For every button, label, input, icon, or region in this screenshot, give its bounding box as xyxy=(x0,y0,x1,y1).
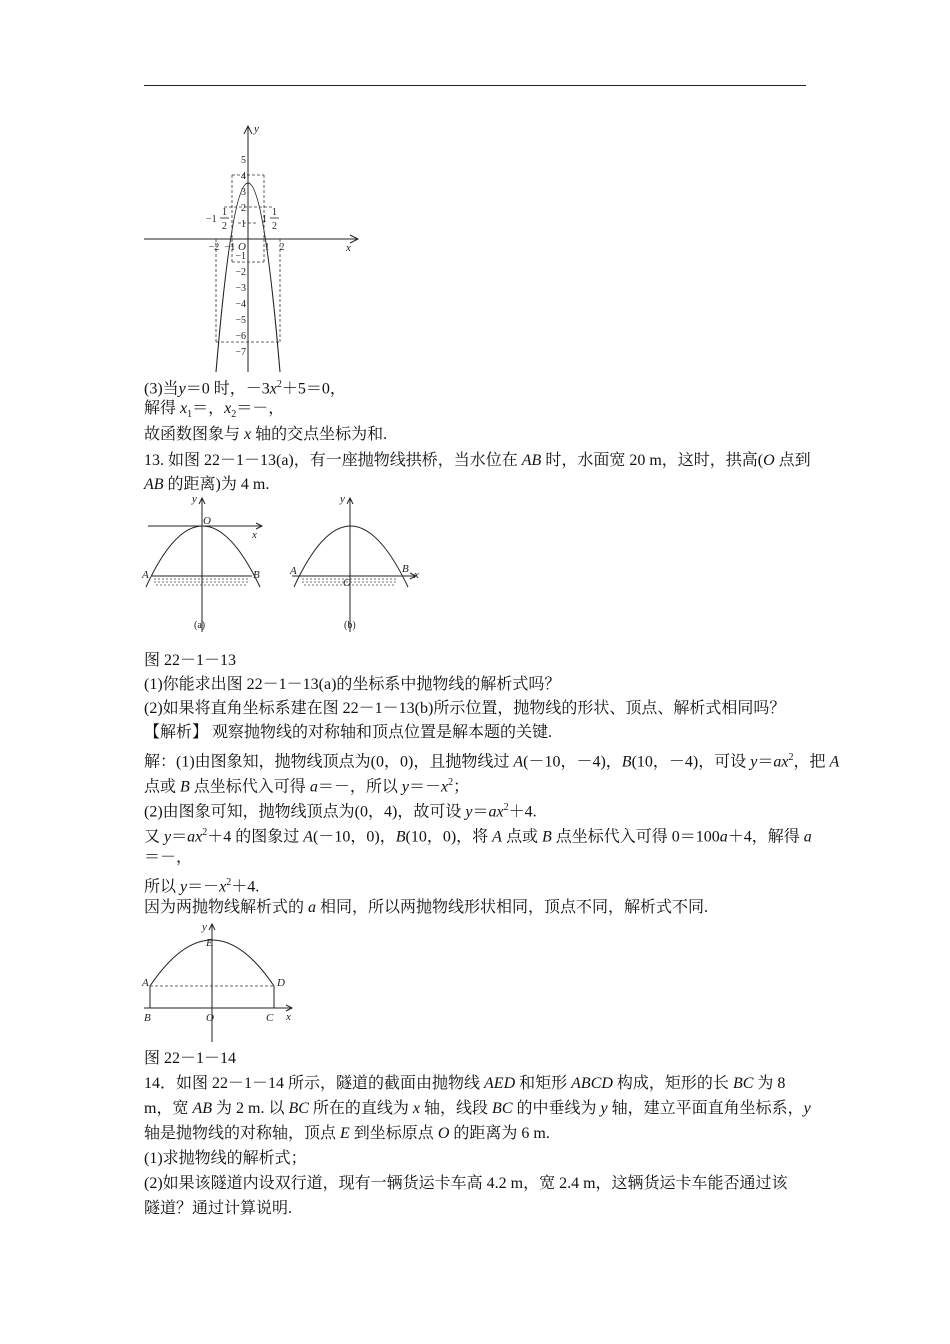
y-tick: 2 xyxy=(241,203,246,214)
solution-line5: ＝－， xyxy=(144,849,193,866)
fig13a-x: x xyxy=(252,529,257,541)
tunnel-figure xyxy=(140,920,300,1044)
figure-22-1-13 xyxy=(140,490,430,636)
fig14-B: B xyxy=(144,1012,151,1024)
q14-line2: m，宽 AB 为 2 m. 以 BC 所在的直线为 x 轴，线段 BC 的中垂线为 y 轴，建立平面直角坐标系，y xyxy=(144,1100,811,1117)
fig14-D: D xyxy=(277,977,285,989)
y-axis-label: y xyxy=(254,123,259,135)
part3-line2: 解得 $x_1=$，$x_2=-$， xyxy=(144,400,285,421)
bridge-arch-b xyxy=(294,526,408,587)
solution-line1: 解：(1)由图象知，抛物线顶点为(0，0)，且抛物线过 A(－10，－4)，B(10，－4)，可设 $y=ax^2$，把 A xyxy=(144,752,840,771)
fig13a-caption: (a) xyxy=(194,620,206,631)
y-tick: −7 xyxy=(235,347,246,358)
figure-13-label: 图 22－1－13 xyxy=(144,652,237,669)
part3-line3: 故函数图象与 x 轴的交点坐标为和. xyxy=(144,426,388,443)
fig13b-y: y xyxy=(340,493,345,505)
fig13b-O: O xyxy=(343,577,351,589)
y-tick: 1 xyxy=(241,219,246,230)
bridge-arch-a xyxy=(146,526,260,587)
fig14-C: C xyxy=(266,1012,274,1024)
q14-part2-cont: 隧道？通过计算说明. xyxy=(144,1200,293,1217)
fig13b-A: A xyxy=(290,565,297,577)
solution-line3: (2)由图象可知，抛物线顶点为(0，4)，故可设 $y=ax^2+4$. xyxy=(144,802,537,821)
q14-part1: (1)求抛物线的解析式； xyxy=(144,1150,307,1167)
fig14-E: E xyxy=(206,937,213,949)
fig14-A: A xyxy=(142,977,149,989)
solution-line6: 所以 $y=-x^2+4$. xyxy=(144,877,260,896)
frac-left-whole: −1 xyxy=(206,214,217,225)
q13-part1: (1)你能求出图 22－1－13(a)的坐标系中抛物线的解析式吗？ xyxy=(144,676,561,693)
figure-14-label: 图 22－1－14 xyxy=(144,1050,237,1067)
header-rule xyxy=(144,85,806,86)
solution-line4: 又 $y=ax^2+4$ 的图象过 A(－10，0)，B(10，0)，将 A 点或 B 点坐标代入可得 0＝100a＋4，解得 a xyxy=(144,827,812,846)
fig14-x: x xyxy=(286,1011,291,1023)
analysis-line: 【解析】 观察抛物线的对称轴和顶点位置是解本题的关键. xyxy=(144,724,553,741)
solution-line7: 因为两抛物线解析式的 a 相同，所以两抛物线形状相同，顶点不同，解析式不同. xyxy=(144,899,709,916)
frac-left-num: 1 xyxy=(222,207,227,218)
q14-part2: (2)如果该隧道内设双行道，现有一辆货运卡车高 4.2 m，宽 2.4 m，这辆货运卡车能否通过该 xyxy=(144,1175,788,1192)
y-tick: −6 xyxy=(235,331,246,342)
solution-line2: 点或 B 点坐标代入可得 a＝－，所以 $y=-x^2$； xyxy=(144,777,470,796)
fig13a-A: A xyxy=(142,569,149,581)
y-tick: 4 xyxy=(241,171,246,182)
part3-line1: (3)当y＝0 时，$-3x^2+5=0$， xyxy=(144,379,346,398)
y-tick: 3 xyxy=(241,187,246,198)
fig13a-y: y xyxy=(192,493,197,505)
y-tick: −1 xyxy=(235,251,246,262)
frac-right-den: 2 xyxy=(272,221,277,232)
q13-part2: (2)如果将直角坐标系建在图 22－1－13(b)所示位置，抛物线的形状、顶点、解析式相同吗？ xyxy=(144,700,786,717)
origin-label: O xyxy=(238,241,246,253)
parabola-graph-figure xyxy=(140,118,370,376)
frac-left-den: 2 xyxy=(222,221,227,232)
x-tick: −2 xyxy=(208,242,220,253)
fig14-O: O xyxy=(206,1012,214,1024)
q13-line1: 13. 如图 22－1－13(a)，有一座抛物线拱桥，当水位在 AB 时，水面宽 20 m，这时，拱高(O 点到 xyxy=(144,452,811,469)
fig13a-O: O xyxy=(203,515,211,527)
x-tick: 1 xyxy=(264,242,270,253)
y-tick: −2 xyxy=(235,267,246,278)
fig13a-B: B xyxy=(253,569,260,581)
y-tick: −5 xyxy=(235,315,246,326)
x-axis-label: x xyxy=(346,242,351,254)
x-tick: −1 xyxy=(224,242,236,253)
q13-line2: AB 的距离)为 4 m. xyxy=(144,476,270,493)
fig13b-B: B xyxy=(402,563,409,575)
y-tick: 5 xyxy=(241,155,246,166)
y-tick: −3 xyxy=(235,283,246,294)
frac-right-whole: 1 xyxy=(262,214,267,225)
fig14-y: y xyxy=(202,921,207,933)
q14-line1: 14．如图 22－1－14 所示，隧道的截面由抛物线 AED 和矩形 ABCD 构成，矩形的长 BC 为 8 xyxy=(144,1075,786,1092)
x-tick: 2 xyxy=(279,242,285,253)
fig13b-caption: (b) xyxy=(344,620,356,631)
y-tick: −4 xyxy=(235,299,246,310)
frac-right-num: 1 xyxy=(272,207,277,218)
fig13b-x: x xyxy=(414,569,419,581)
q14-line3: 轴是抛物线的对称轴，顶点 E 到坐标原点 O 的距离为 6 m. xyxy=(144,1125,550,1142)
